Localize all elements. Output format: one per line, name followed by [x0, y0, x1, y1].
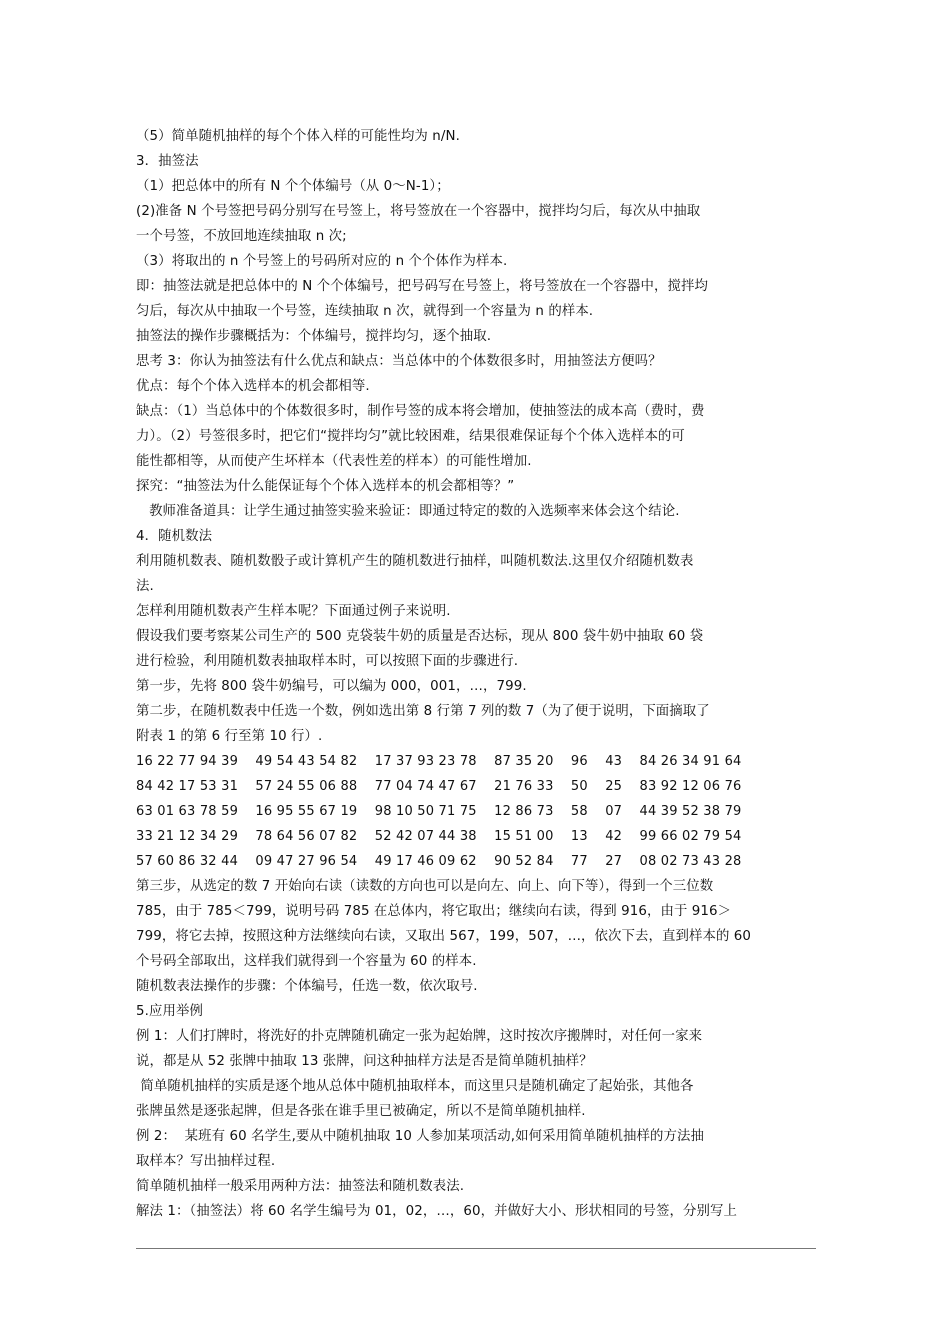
random-table-row: 63 01 63 78 59 16 95 55 67 19 98 10 50 71 75 12 86 73 58 07 44 39 52 38 79: [136, 804, 742, 819]
section-heading: 4．随机数法: [136, 529, 213, 544]
text-line: 随机数表法操作的步骤：个体编号，任选一数，依次取号.: [136, 979, 478, 994]
text-line: 张牌虽然是逐张起牌，但是各张在谁手里已被确定，所以不是简单随机抽样.: [136, 1104, 586, 1119]
text-line: 第二步，在随机数表中任选一个数，例如选出第 8 行第 7 列的数 7（为了便于说明，下面摘取了: [136, 704, 710, 719]
text-line: 利用随机数表、随机数骰子或计算机产生的随机数进行抽样，叫随机数法.这里仅介绍随机数表: [136, 554, 694, 569]
text-line: 例 1：人们打牌时，将洗好的扑克牌随机确定一张为起始牌，这时按次序搬牌时，对任何一家来: [136, 1029, 703, 1044]
random-table-row: 33 21 12 34 29 78 64 56 07 82 52 42 07 44 38 15 51 00 13 42 99 66 02 79 54: [136, 829, 742, 844]
text-line: 说，都是从 52 张牌中抽取 13 张牌，问这种抽样方法是否是简单随机抽样？: [136, 1054, 593, 1069]
text-line: 解法 1：（抽签法）将 60 名学生编号为 01，02，…，60，并做好大小、形状相同的号签，分别写上: [136, 1204, 737, 1219]
text-line: 教师准备道具：让学生通过抽签实验来验证：即通过特定的数的入选频率来体会这个结论.: [136, 504, 680, 519]
text-line: 假设我们要考察某公司生产的 500 克袋装牛奶的质量是否达标，现从 800 袋牛奶中抽取 60 袋: [136, 629, 704, 644]
text-line: （3）将取出的 n 个号签上的号码所对应的 n 个个体作为样本.: [136, 254, 508, 269]
text-line: 优点：每个个体入选样本的机会都相等.: [136, 379, 370, 394]
text-line: 能性都相等，从而使产生坏样本（代表性差的样本）的可能性增加.: [136, 454, 532, 469]
text-line: 力）。（2）号签很多时，把它们“搅拌均匀”就比较困难，结果很难保证每个个体入选样本的可: [136, 429, 685, 444]
text-line: 例 2： 某班有 60 名学生,要从中随机抽取 10 人参加某项活动,如何采用简单随机抽样的方法抽: [136, 1129, 704, 1144]
text-line: （1）把总体中的所有 N 个个体编号（从 0～N-1）；: [136, 179, 450, 194]
text-line: 探究：“抽签法为什么能保证每个个体入选样本的机会都相等？”: [136, 479, 515, 494]
text-line: 附表 1 的第 6 行至第 10 行）.: [136, 729, 323, 744]
text-line: 785，由于 785＜799，说明号码 785 在总体内，将它取出；继续向右读，得到 916，由于 916＞: [136, 904, 732, 919]
text-line: 抽签法的操作步骤概括为：个体编号，搅拌均匀，逐个抽取.: [136, 329, 492, 344]
footer-divider: [136, 1248, 816, 1249]
text-line: 缺点：（1）当总体中的个体数很多时，制作号签的成本将会增加，使抽签法的成本高（费时，费: [136, 404, 705, 419]
random-table-row: 57 60 86 32 44 09 47 27 96 54 49 17 46 09 62 90 52 84 77 27 08 02 73 43 28: [136, 854, 742, 869]
text-line: 第三步，从选定的数 7 开始向右读（读数的方向也可以是向左、向上、向下等），得到一个三位数: [136, 879, 714, 894]
text-line: 取样本？写出抽样过程.: [136, 1154, 276, 1169]
random-table-row: 84 42 17 53 31 57 24 55 06 88 77 04 74 47 67 21 76 33 50 25 83 92 12 06 76: [136, 779, 742, 794]
section-heading: 3．抽签法: [136, 154, 199, 169]
random-number-table: [136, 749, 816, 874]
text-line: 进行检验，利用随机数表抽取样本时，可以按照下面的步骤进行.: [136, 654, 519, 669]
text-line: (2)准备 N 个号签把号码分别写在号签上，将号签放在一个容器中，搅拌均匀后，每次从中抽取: [136, 204, 701, 219]
text-line: 个号码全部取出，这样我们就得到一个容量为 60 的样本.: [136, 954, 477, 969]
text-line: 匀后，每次从中抽取一个号签，连续抽取 n 次，就得到一个容量为 n 的样本.: [136, 304, 594, 319]
text-line: 即：抽签法就是把总体中的 N 个个体编号，把号码写在号签上，将号签放在一个容器中，搅拌均: [136, 279, 708, 294]
text-line: 思考 3：你认为抽签法有什么优点和缺点：当总体中的个体数很多时，用抽签法方便吗？: [136, 354, 662, 369]
text-line: 第一步，先将 800 袋牛奶编号，可以编为 000，001，…，799.: [136, 679, 527, 694]
text-line: 一个号签，不放回地连续抽取 n 次;: [136, 229, 347, 244]
random-table-row: 16 22 77 94 39 49 54 43 54 82 17 37 93 23 78 87 35 20 96 43 84 26 34 91 64: [136, 754, 742, 769]
text-line: （5）简单随机抽样的每个个体入样的可能性均为 n/N.: [136, 129, 460, 144]
text-line: 法.: [136, 579, 154, 594]
text-line: 799，将它去掉，按照这种方法继续向右读，又取出 567，199，507，…，依次下去，直到样本的 60: [136, 929, 752, 944]
document-body: [136, 124, 816, 1224]
text-line: 简单随机抽样的实质是逐个地从总体中随机抽取样本，而这里只是随机确定了起始张，其他各: [136, 1079, 694, 1094]
text-line: 简单随机抽样一般采用两种方法：抽签法和随机数表法.: [136, 1179, 465, 1194]
text-line: 怎样利用随机数表产生样本呢？下面通过例子来说明.: [136, 604, 451, 619]
section-heading: 5.应用举例: [136, 1004, 203, 1019]
